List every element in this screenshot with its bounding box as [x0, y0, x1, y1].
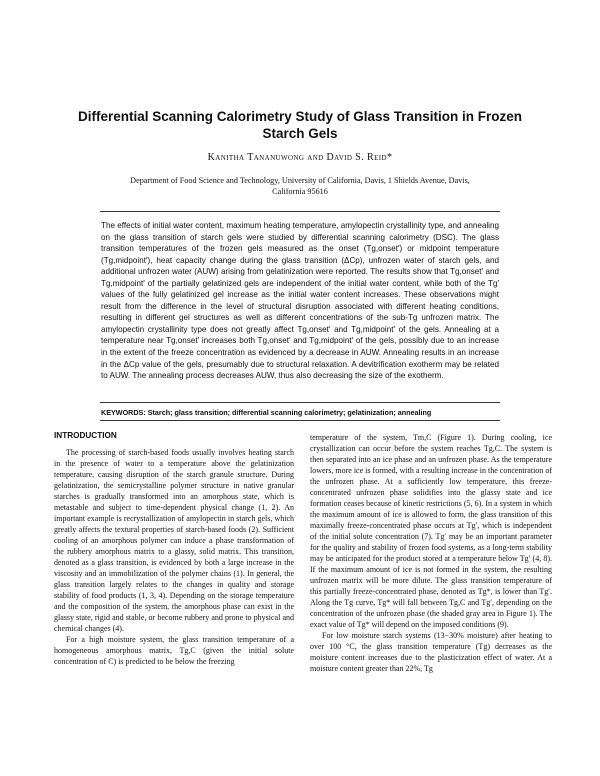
abstract-text: The effects of initial water content, maximum heating temperature, amylopectin crystallinity type, and annealing on the glass transition of starch gels were studied by differential scanning calorimetry (DSC). The glass transition temperatures of the frozen gels measured as the onset (Tg,onset′) or midpoint temperature (Tg,midpoint′), heat capacity change during the glass transition (ΔCp), unfrozen water of starch gels, and additional unfrozen water (AUW) arising from gelatinization were reported. The results show that Tg,onset′ and Tg,midpoint′ of the partially gelatinized gels are independent of the initial water content, while both of the Tg′ values of the fully gelatinized gel increase as the initial water content increases. These observations might result from the difference in the level of structural disruption associated with different heating conditions, resulting in different gel structures as well as different concentrations of the sub-Tg unfrozen matrix. The amylopectin crystallinity type does not greatly affect Tg,onset′ and Tg,midpoint′ of the gels. Annealing at a temperature near Tg,onset′ increases both Tg,onset′ and Tg,midpoint′ of the gels, possibly due to an increase in the extent of the freeze concentration as evidenced by a decrease in AUW. Annealing results in an increase in the ΔCp value of the gels, presumably due to structural relaxation. A devitrification exotherm may be related to AUW. The annealing process decreases AUW, thus also decreasing the size of the exotherm. [101, 221, 499, 381]
article-title: Differential Scanning Calorimetry Study of Glass Transition in Frozen Starch Gels [77, 109, 523, 141]
intro-paragraph-2: For a high moisture system, the glass transition temperature of a homogeneous amorphous matrix, Tg,C (given the initial solute concentration of C) is predicted to be below the freezing [54, 635, 294, 666]
keywords: KEYWORDS: Starch; glass transition; differential scanning calorimetry; gelatinization; annealing [101, 408, 432, 417]
article-authors: Kanitha Tananuwong and David S. Reid* [207, 152, 393, 163]
intro-paragraph-3: For low moisture starch systems (13−30% moisture) after heating to over 100 °C, the glass transition temperature (Tg) decreases as the moisture content increases due to the plasticization effect of water. At a moisture content greater than 22%, Tg [310, 631, 552, 673]
abstract-top-rule [100, 211, 500, 212]
intro-paragraph-1: The processing of starch-based foods usually involves heating starch in the presence of water to a temperature above the gelatinization temperature, causing disruption of the starch granule structure. During gelatinization, the semicrystalline polymer structure in native granular starches is gradually transformed into an amorphous state, which is metastable and subject to time-dependent physical change (1, 2). An important example is recrystallization of amylopectin in starch gels, which greatly affects the textural properties of starch-based foods (2). Sufficient cooling of an amorphous polymer can induce a phase transformation of the rubbery amorphous matrix to a glassy, solid matrix. This transition, denoted as a glass transition, is evidenced by both a large increase in the viscosity and an immobilization of the polymer chains (1). In general, the glass transition largely relates to the changes in quality and storage stability of food products (1, 3, 4). Depending on the storage temperature and the composition of the system, the amorphous phase can exist in the glassy state, rigid and stable, or become rubbery and prone to physical and chemical changes (4). [54, 448, 294, 633]
introduction-heading: INTRODUCTION [54, 431, 117, 440]
left-column [54, 428, 294, 667]
intro-paragraph-2-continued: temperature of the system, Tm,C (Figure 1). During cooling, ice crystallization can occur before the system reaches Tg,C. The system is then separated into an ice phase and an unfrozen phase. As the temperature lowers, more ice is formed, with a resulting increase in the concentration of the unfrozen phase. At a sufficiently low temperature, this freeze-concentrated unfrozen phase solidifies into the glassy state and ice formation ceases because of kinetic restrictions (5, 6). In a system in which the maximum amount of ice is allowed to form, the glass transition of this maximally freeze-concentrated phase occurs at Tg′, which is independent of the initial solute concentration (7). Tg′ may be an important parameter for the quality and stability of frozen food systems, as a long-term stability may be anticipated for the product stored at a temperature below Tg′ (4, 8). If the maximum amount of ice is not formed in the system, the resulting unfrozen matrix will be more dilute. The glass transition temperature of this partially freeze-concentrated phase, denoted as Tg*, is lower than Tg′. Along the Tg curve, Tg* will fall between Tg,C and Tg′, depending on the concentration of the unfrozen phase (the shaded gray area in Figure 1). The exact value of Tg* will depend on the imposed conditions (9). [310, 433, 552, 629]
right-column [310, 432, 552, 674]
keywords-rule [100, 420, 500, 421]
author-affiliation: Department of Food Science and Technology, University of California, Davis, 1 Shields Avenue, Davis, California 95616 [130, 176, 470, 196]
abstract-bottom-rule [100, 402, 500, 403]
abstract [101, 220, 499, 382]
